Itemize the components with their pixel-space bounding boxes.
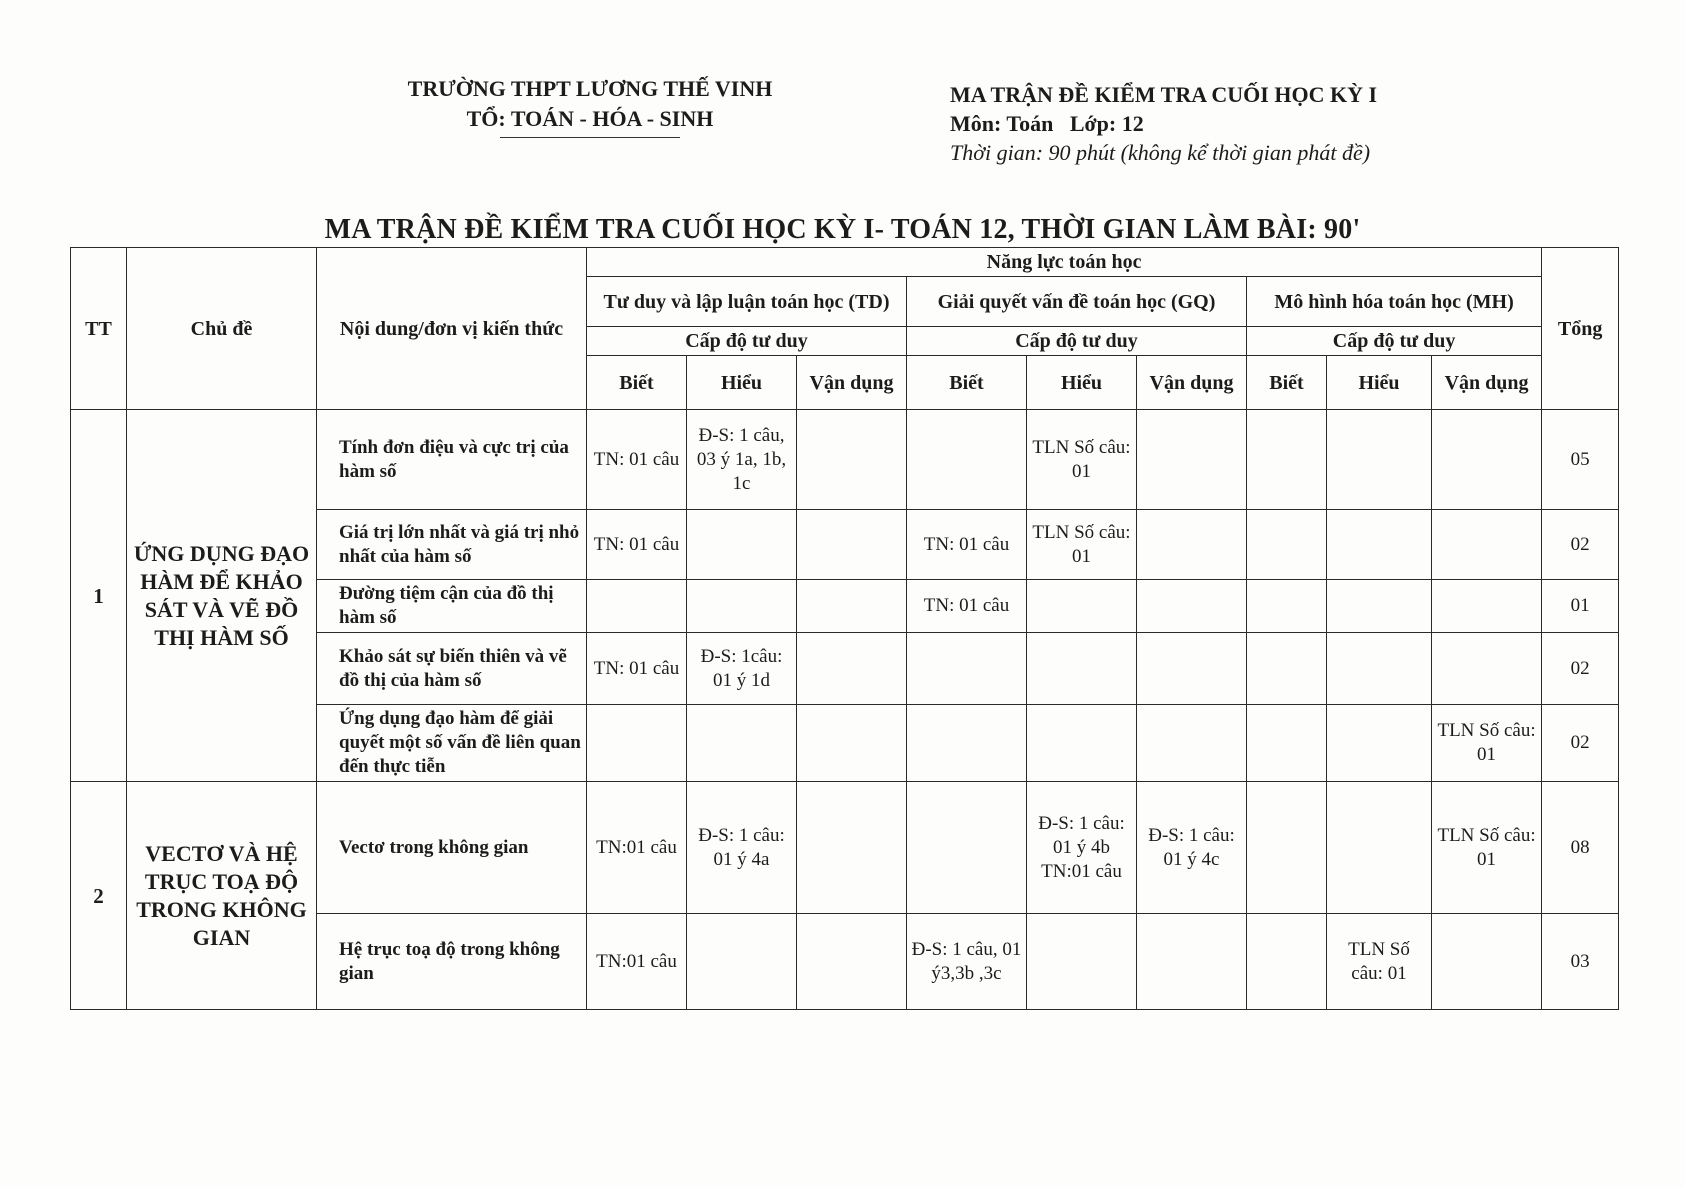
level-cell [1027, 914, 1137, 1010]
level-cell [907, 410, 1027, 510]
level-cell [1137, 510, 1247, 580]
level-cell: TN: 01 câu [587, 510, 687, 580]
level-cell [1247, 782, 1327, 914]
level-cell [1327, 633, 1432, 705]
level-cell [797, 633, 907, 705]
level-cell: TLN Số câu: 01 [1432, 782, 1542, 914]
header-level-gq: Cấp độ tư duy [907, 327, 1247, 356]
level-cell: TLN Số câu: 01 [1432, 705, 1542, 782]
level-cell [1327, 410, 1432, 510]
topic-number: 2 [71, 782, 127, 1010]
header-level-td: Cấp độ tư duy [587, 327, 907, 356]
header-gq: Giải quyết vấn đề toán học (GQ) [907, 277, 1247, 327]
header-total: Tổng [1542, 248, 1619, 410]
level-cell [797, 782, 907, 914]
row-total: 08 [1542, 782, 1619, 914]
level-cell: TN: 01 câu [907, 510, 1027, 580]
level-cell [907, 705, 1027, 782]
header-understand-td: Hiểu [687, 356, 797, 410]
content-unit: Tính đơn điệu và cực trị của hàm số [317, 410, 587, 510]
topic-name: ỨNG DỤNG ĐẠO HÀM ĐỂ KHẢO SÁT VÀ VẼ ĐỒ THỊ HÀM SỐ [127, 410, 317, 782]
level-cell: Đ-S: 1 câu, 01 ý3,3b ,3c [907, 914, 1027, 1010]
level-cell: TN:01 câu [587, 914, 687, 1010]
level-cell [1137, 914, 1247, 1010]
grade-label: Lớp: 12 [1069, 111, 1144, 136]
school-header [370, 74, 810, 138]
level-cell [1432, 580, 1542, 633]
level-cell [1137, 410, 1247, 510]
level-cell [907, 782, 1027, 914]
level-cell [1432, 633, 1542, 705]
level-cell: TLN Số câu: 01 [1027, 510, 1137, 580]
header-topic: Chủ đề [127, 248, 317, 410]
main-title: MA TRẬN ĐỀ KIỂM TRA CUỐI HỌC KỲ I- TOÁN 12, THỜI GIAN LÀM BÀI: 90' [324, 214, 1361, 245]
level-cell [797, 580, 907, 633]
level-cell [687, 510, 797, 580]
school-name: TRƯỜNG THPT LƯƠNG THẾ VINH [407, 76, 773, 101]
level-cell [1027, 705, 1137, 782]
header-apply-mh: Vận dụng [1432, 356, 1542, 410]
level-cell [797, 914, 907, 1010]
level-cell [797, 510, 907, 580]
level-cell [1247, 633, 1327, 705]
level-cell [1432, 510, 1542, 580]
content-unit: Ứng dụng đạo hàm để giải quyết một số vấn đề liên quan đến thực tiễn [317, 705, 587, 782]
level-cell: TN: 01 câu [907, 580, 1027, 633]
doc-title: MA TRẬN ĐỀ KIỂM TRA CUỐI HỌC KỲ I [950, 82, 1378, 107]
level-cell [1247, 510, 1327, 580]
level-cell [1247, 914, 1327, 1010]
level-cell [797, 705, 907, 782]
subject-label: Môn: Toán [950, 111, 1054, 136]
level-cell [1247, 410, 1327, 510]
level-cell [1327, 782, 1432, 914]
exam-header [950, 80, 1510, 167]
time-note: Thời gian: 90 phút (không kể thời gian phát đề) [950, 140, 1371, 165]
level-cell [587, 705, 687, 782]
level-cell: Đ-S: 1 câu: 01 ý 4a [687, 782, 797, 914]
matrix-body [71, 410, 1619, 1010]
header-mh: Mô hình hóa toán học (MH) [1247, 277, 1542, 327]
level-cell [1327, 510, 1432, 580]
content-unit: Đường tiệm cận của đồ thị hàm số [317, 580, 587, 633]
level-cell [1137, 580, 1247, 633]
level-cell: TLN Số câu: 01 [1027, 410, 1137, 510]
header-apply-gq: Vận dụng [1137, 356, 1247, 410]
level-cell [687, 705, 797, 782]
header-understand-gq: Hiểu [1027, 356, 1137, 410]
header-understand-mh: Hiểu [1327, 356, 1432, 410]
row-total: 05 [1542, 410, 1619, 510]
table-row [71, 410, 1619, 510]
level-cell [1247, 705, 1327, 782]
level-cell [907, 633, 1027, 705]
header-tt: TT [71, 248, 127, 410]
level-cell [687, 580, 797, 633]
subject-line [950, 109, 1510, 138]
content-unit: Vectơ trong không gian [317, 782, 587, 914]
header-content: Nội dung/đơn vị kiến thức [317, 248, 587, 410]
topic-number: 1 [71, 410, 127, 782]
header-know-td: Biết [587, 356, 687, 410]
row-total: 01 [1542, 580, 1619, 633]
row-total: 03 [1542, 914, 1619, 1010]
content-unit: Giá trị lớn nhất và giá trị nhỏ nhất của hàm số [317, 510, 587, 580]
row-total: 02 [1542, 510, 1619, 580]
header-td: Tư duy và lập luận toán học (TD) [587, 277, 907, 327]
level-cell [1137, 633, 1247, 705]
level-cell [1327, 705, 1432, 782]
exam-matrix-table [70, 247, 1619, 1010]
header-competency: Năng lực toán học [587, 248, 1542, 277]
content-unit: Khảo sát sự biến thiên và vẽ đồ thị của hàm số [317, 633, 587, 705]
level-cell [797, 410, 907, 510]
row-total: 02 [1542, 633, 1619, 705]
level-cell [1432, 410, 1542, 510]
level-cell [687, 914, 797, 1010]
table-row [71, 782, 1619, 914]
header-underline [500, 137, 680, 138]
header-know-mh: Biết [1247, 356, 1327, 410]
content-unit: Hệ trục toạ độ trong không gian [317, 914, 587, 1010]
row-total: 02 [1542, 705, 1619, 782]
department-name: TỔ: TOÁN - HÓA - SINH [466, 106, 714, 131]
level-cell: TN: 01 câu [587, 410, 687, 510]
level-cell: TN: 01 câu [587, 633, 687, 705]
level-cell [1327, 580, 1432, 633]
level-cell: TLN Số câu: 01 [1327, 914, 1432, 1010]
level-cell: Đ-S: 1 câu: 01 ý 4b TN:01 câu [1027, 782, 1137, 914]
level-cell [1247, 580, 1327, 633]
level-cell [587, 580, 687, 633]
level-cell [1432, 914, 1542, 1010]
level-cell [1027, 580, 1137, 633]
level-cell [1137, 705, 1247, 782]
header-know-gq: Biết [907, 356, 1027, 410]
header-apply-td: Vận dụng [797, 356, 907, 410]
header-level-mh: Cấp độ tư duy [1247, 327, 1542, 356]
level-cell: Đ-S: 1 câu: 01 ý 4c [1137, 782, 1247, 914]
topic-name: VECTƠ VÀ HỆ TRỤC TOẠ ĐỘ TRONG KHÔNG GIAN [127, 782, 317, 1010]
level-cell: Đ-S: 1 câu, 03 ý 1a, 1b, 1c [687, 410, 797, 510]
level-cell: Đ-S: 1câu: 01 ý 1d [687, 633, 797, 705]
level-cell: TN:01 câu [587, 782, 687, 914]
level-cell [1027, 633, 1137, 705]
